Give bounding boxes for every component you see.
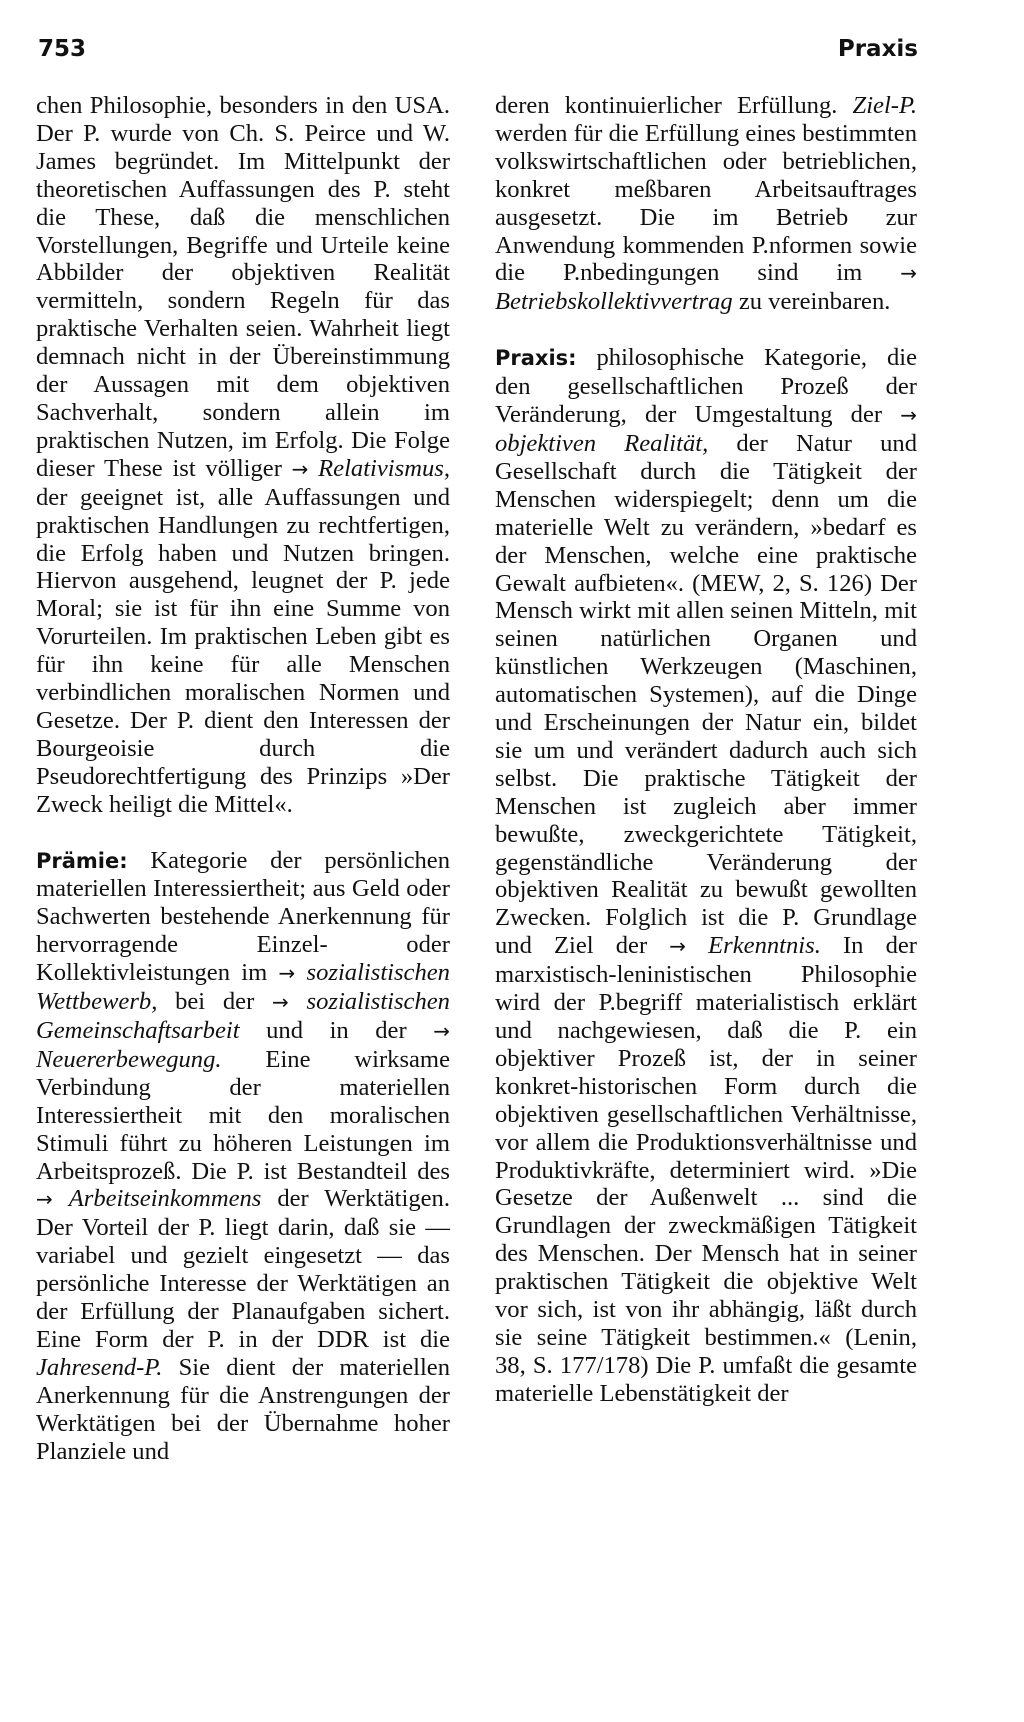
cross-reference-arrow-icon: → (272, 990, 289, 1015)
running-head: Praxis (837, 36, 918, 62)
cross-reference-arrow-icon: → (291, 456, 309, 481)
body-text: Eine wirksame Verbindung der materiellen Interessiertheit mit den moralischen Stimuli führt zu höheren Leistungen im Arbeitsprozeß. Die P. ist Bestandteil des (36, 1045, 450, 1185)
body-text: chen Philosophie, besonders in den USA. Der P. wurde von Ch. S. Peirce und W. James begründet. Im Mittelpunkt der theoretischen Auffassungen des P. steht die These, daß die menschlichen Vorstellungen, Begriffe und Urteile keine Abbilder der objektiven Realität vermitteln, sondern Regeln für das praktische Verhalten seien. Wahrheit liegt demnach nicht in der Übereinstimmung der Aussagen mit dem objektiven Sachverhalt, sondern allein im praktischen Nutzen, im Erfolg. Die Folge dieser These ist völliger (36, 92, 450, 482)
emphasized-term: Jahresend-P. (36, 1353, 163, 1381)
cross-reference: Betriebskollektivvertrag (495, 288, 733, 316)
body-text: der Werktätigen. Der Vorteil der P. liegt darin, daß sie — variabel und gezielt eingesetzt — das persönliche Interesse der Werktätigen an der Erfüllung der Planaufgaben sichert. Eine Form der P. in der DDR ist die (36, 1185, 450, 1353)
left-column (36, 92, 450, 1466)
cross-reference-arrow-icon: → (900, 403, 917, 428)
cross-reference: Relativismus, (318, 454, 450, 482)
entry-praxis (495, 344, 917, 1407)
cross-reference: sozialistischen Wettbewerb, (36, 959, 450, 1016)
body-text: werden für die Erfüllung eines bestimmten volkswirtschaftlichen oder betrieblichen, konkret meßbaren Arbeitsauftrages ausgesetzt. Die im Betrieb zur Anwendung kommenden P.nformen sowie die P.nbedingungen sind im (495, 119, 917, 287)
body-text: der geeignet ist, alle Auffassungen und praktischen Handlungen zu rechtfertigen, die Erfolg haben und Nutzen bringen. Hiervon ausgehend, leugnet der P. jede Moral; sie ist für ihn eine Summe von Vorurteilen. Im praktischen Leben gibt es für ihn keine für alle Menschen verbindlichen moralischen Normen und Gesetze. Der P. dient den Interessen der Bourgeoisie durch die Pseudorechtfertigung des Prinzips »Der Zweck heiligt die Mittel«. (36, 483, 450, 818)
body-text: philosophische Kategorie, die den gesellschaftlichen Prozeß der Veränderung, der Umgestaltung der (495, 344, 918, 429)
body-text: bei der (175, 988, 255, 1016)
body-text: der Natur und Gesellschaft durch die Tätigkeit der Menschen widerspiegelt; denn um die materielle Welt zu verändern, »bedarf es der Menschen, welche eine praktische Gewalt aufbieten«. (MEW, 2, S. 126) Der Mensch wirkt mit allen seinen Mitteln, mit seinen natürlichen Organen und künstlichen Werkzeugen (Maschinen, automatischen Systemen), auf die Dinge und Erscheinungen der Natur ein, bildet sie um und verändert dadurch auch sich selbst. Die praktische Tätigkeit der Menschen ist zugleich aber immer bewußte, zweckgerichtete Tätigkeit, gegenständliche Veränderung der objektiven Realität zu bewußt gewollten Zwecken. Folglich ist die P. Grundlage und Ziel der (495, 429, 917, 960)
body-text: zu vereinbaren. (738, 288, 891, 316)
cross-reference: Neuererbewegung. (36, 1045, 222, 1073)
page-header (38, 36, 918, 70)
cross-reference-arrow-icon: → (433, 1019, 450, 1043)
entry-praemie-continuation (495, 92, 917, 316)
body-text: Sie dient der materiellen Anerkennung für die Anstrengungen der Werktätigen bei der Übernahme hoher Planziele und (36, 1353, 451, 1465)
cross-reference-arrow-icon: → (278, 961, 296, 986)
cross-reference-arrow-icon: → (36, 1187, 53, 1212)
cross-reference-arrow-icon: → (900, 261, 917, 286)
emphasized-term: Ziel-P. (852, 92, 917, 119)
cross-reference: sozialistischen Gemeinschaftsarbeit (36, 988, 450, 1044)
cross-reference: objektiven Realität, (495, 429, 709, 457)
entry-term: Praxis: (495, 346, 577, 371)
body-text: und in der (266, 1017, 407, 1044)
body-text: In der marxistisch-leninistischen Philosophie wird der P.begriff materialistisch erklärt und nachgewiesen, daß die P. ein objektiver Prozeß ist, der in seiner konkret-historischen Form durch die objektiven gesellschaftlichen Verhältnisse, vor allem die Produktionsverhältnisse und Produktivkräfte, determiniert wird. »Die Gesetze der Außenwelt ... sind die Grundlagen der zweckmäßigen Tätigkeit des Menschen. Der Mensch hat in seiner praktischen Tätigkeit die objektive Welt vor sich, ist von ihr abhängig, läßt durch sie seine Tätigkeit bestimmen.« (Lenin, 38, S. 177/178) Die P. umfaßt die gesamte materielle Lebenstätigkeit der (495, 932, 917, 1407)
entry-pragmatismus-continuation (36, 92, 450, 819)
entry-praemie (36, 847, 450, 1466)
body-text: deren kontinuierlicher Erfüllung. (495, 92, 838, 119)
body-text: Kategorie der persönlichen materiellen Interessiertheit; aus Geld oder Sachwerten bestehende Anerkennung für hervorragende Einzel- oder Kollektivleistungen im (36, 846, 450, 987)
cross-reference-arrow-icon: → (669, 934, 687, 959)
entry-term: Prämie: (36, 848, 128, 873)
right-column (495, 92, 917, 1408)
cross-reference: Erkenntnis. (708, 932, 821, 960)
cross-reference: Arbeitseinkommens (68, 1185, 262, 1213)
page-number: 753 (38, 36, 87, 62)
